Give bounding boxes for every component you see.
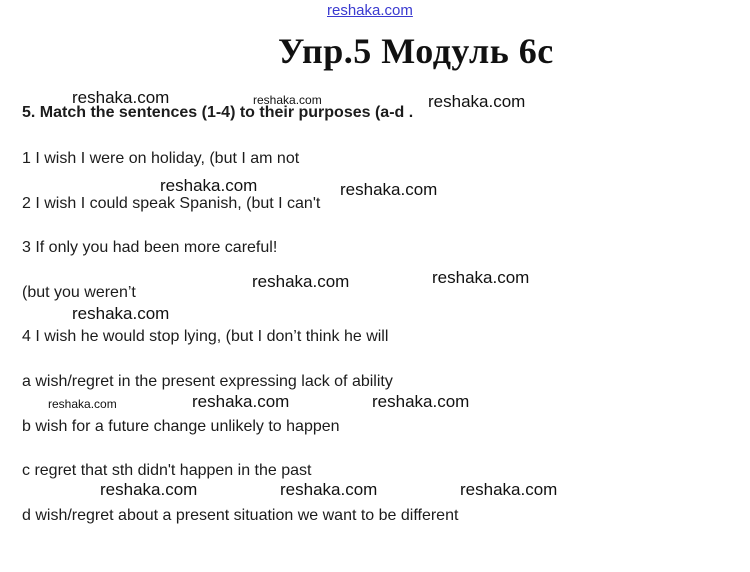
sentence-1: 1 I wish I were on holiday, (but I am not — [22, 150, 300, 167]
watermark: reshaka.com — [372, 392, 470, 411]
purpose-d: d wish/regret about a present situation we want to be different — [22, 507, 459, 524]
watermark: reshaka.com — [280, 480, 378, 499]
purpose-c: c regret that sth didn't happen in the past — [22, 462, 312, 479]
watermark: reshaka.com — [72, 88, 170, 107]
watermark: reshaka.com — [72, 304, 170, 323]
sentence-3: 3 If only you had been more careful! — [22, 239, 278, 256]
site-link[interactable]: reshaka.com — [327, 2, 413, 19]
watermark: reshaka.com — [340, 180, 438, 199]
watermark: reshaka.com — [253, 93, 322, 107]
watermark: reshaka.com — [100, 480, 198, 499]
watermark: reshaka.com — [428, 92, 526, 111]
purpose-b: b wish for a future change unlikely to happen — [22, 418, 340, 435]
watermark: reshaka.com — [460, 480, 558, 499]
watermark: reshaka.com — [432, 268, 530, 287]
watermark: reshaka.com — [252, 272, 350, 291]
purpose-a: a wish/regret in the present expressing lack of ability — [22, 373, 393, 390]
sentence-3-continuation: (but you weren’t — [22, 284, 136, 301]
watermark: reshaka.com — [192, 392, 290, 411]
sentence-2: 2 I wish I could speak Spanish, (but I can't — [22, 195, 321, 212]
page-title: Упр.5 Модуль 6с — [278, 31, 554, 71]
sentence-4: 4 I wish he would stop lying, (but I don’t think he will — [22, 328, 389, 345]
task-heading: 5. Match the sentences (1-4) to their purposes (a-d . — [22, 104, 414, 121]
watermark: reshaka.com — [48, 397, 117, 411]
watermark: reshaka.com — [160, 176, 258, 195]
